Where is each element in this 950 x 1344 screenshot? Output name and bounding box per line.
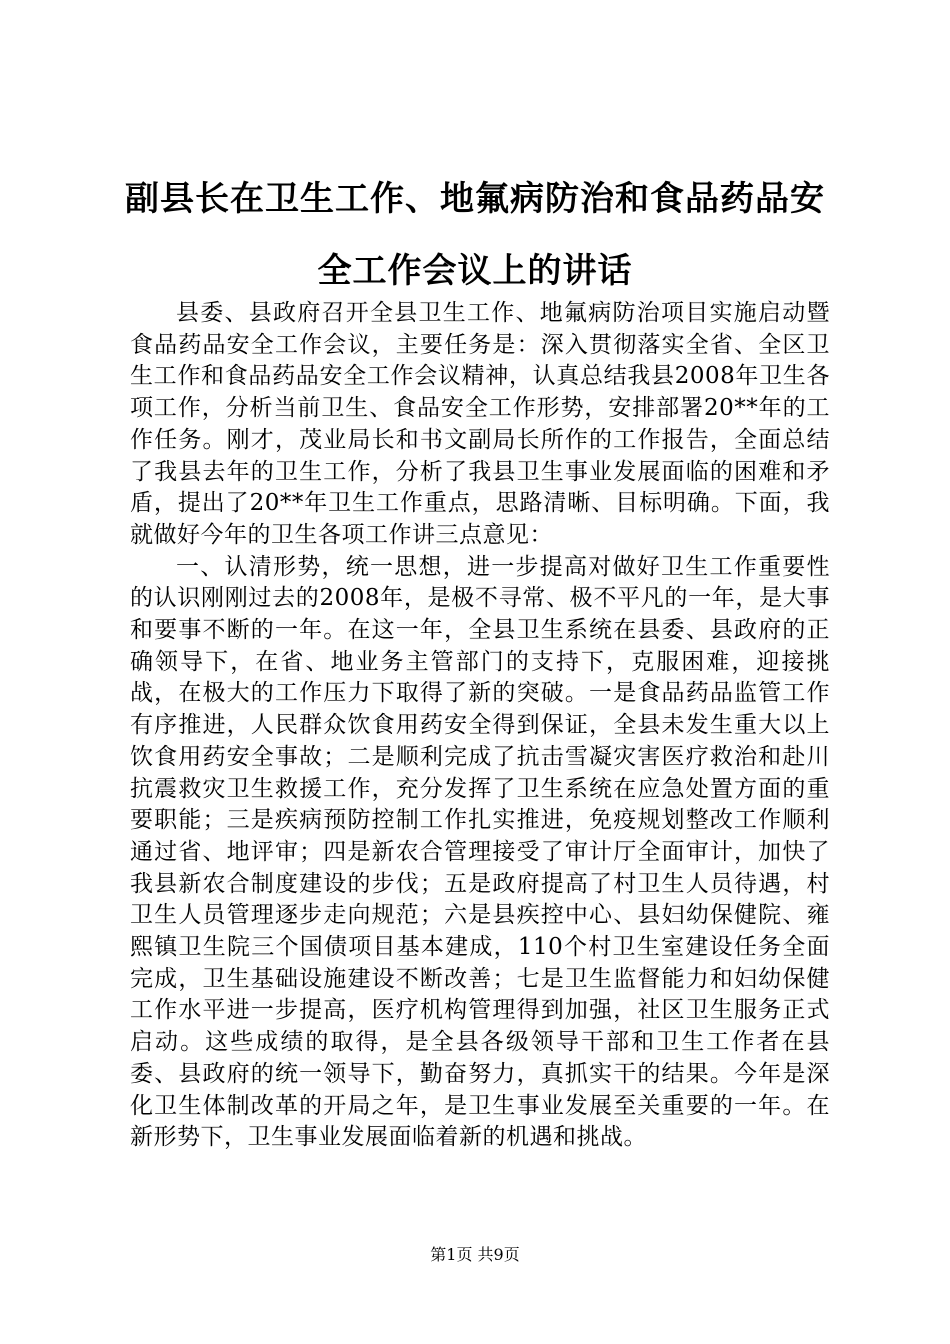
page-footer: 第1页 共9页 <box>430 1245 520 1264</box>
document-title: 副县长在卫生工作、地氟病防治和食品药品安全工作会议上的讲话 <box>125 179 825 291</box>
document-body <box>130 298 830 1154</box>
body-paragraph: 一、认清形势，统一思想，进一步提高对做好卫生工作重要性的认识刚刚过去的2008年，是极不寻常、极不平凡的一年，是大事和要事不断的一年。在这一年，全县卫生系统在县委、县政府的正确领导下，在省、地业务主管部门的支持下，克服困难，迎接挑战，在极大的工作压力下取得了新的突破。一是食品药品监管工作有序推进，人民群众饮食用药安全得到保证，全县未发生重大以上饮食用药安全事故；二是顺利完成了抗击雪凝灾害医疗救治和赴川抗震救灾卫生救援工作，充分发挥了卫生系统在应急处置方面的重要职能；三是疾病预防控制工作扎实推进，免疫规划整改工作顺利通过省、地评审；四是新农合管理接受了审计厅全面审计，加快了我县新农合制度建设的步伐；五是政府提高了村卫生人员待遇，村卫生人员管理逐步走向规范；六是县疾控中心、县妇幼保健院、雍熙镇卫生院三个国债项目基本建成，110个村卫生室建设任务全面完成，卫生基础设施建设不断改善；七是卫生监督能力和妇幼保健工作水平进一步提高，医疗机构管理得到加强，社区卫生服务正式启动。这些成绩的取得，是全县各级领导干部和卫生工作者在县委、县政府的统一领导下，勤奋努力，真抓实干的结果。今年是深化卫生体制改革的开局之年，是卫生事业发展至关重要的一年。在新形势下，卫生事业发展面临着新的机遇和挑战。 <box>130 553 830 1151</box>
body-paragraph: 县委、县政府召开全县卫生工作、地氟病防治项目实施启动暨食品药品安全工作会议，主要任务是：深入贯彻落实全省、全区卫生工作和食品药品安全工作会议精神，认真总结我县2008年卫生各项工作，分析当前卫生、食品安全工作形势，安排部署20**年的工作任务。刚才，茂业局长和书文副局长所作的工作报告，全面总结了我县去年的卫生工作，分析了我县卫生事业发展面临的困难和矛盾，提出了20**年卫生工作重点，思路清晰、目标明确。下面，我就做好今年的卫生各项工作讲三点意见： <box>130 300 830 548</box>
